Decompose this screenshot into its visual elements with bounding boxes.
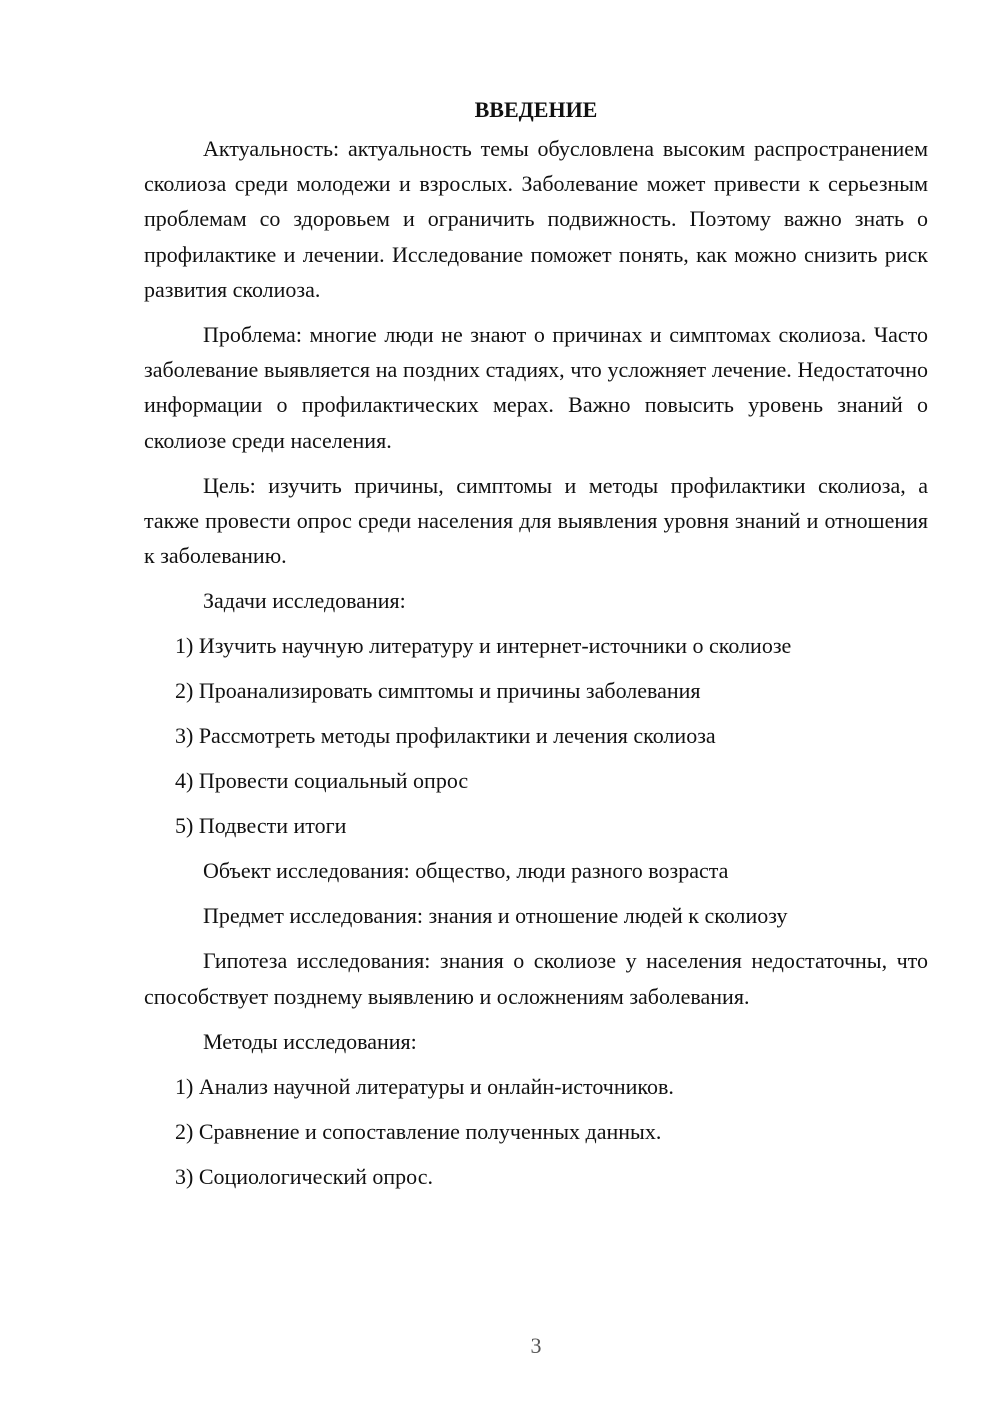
methods-heading: Методы исследования: [203, 1028, 417, 1054]
list-item: 4) Провести социальный опрос [175, 768, 469, 794]
list-item: 3) Социологический опрос. [175, 1163, 433, 1189]
list-item: 2) Сравнение и сопоставление полученных данных. [175, 1118, 662, 1144]
object-paragraph: Объект исследования: общество, люди разного возраста [203, 858, 729, 884]
list-item: 2) Проанализировать симптомы и причины заболевания [175, 678, 701, 704]
list-item: 1) Изучить научную литературу и интернет-источники о сколиозе [175, 633, 792, 659]
problem-paragraph: Проблема: многие люди не знают о причинах и симптомах сколиоза. Часто заболевание выявляется на поздних стадиях, что усложняет лечение. Недостаточно информации о профилактических мерах. Важно повысить уровень знаний о сколиозе среди населения. [144, 322, 928, 453]
relevance-paragraph: Актуальность: актуальность темы обусловлена высоким распространением сколиоза среди молодежи и взрослых. Заболевание может привести к серьезным проблемам со здоровьем и ограничить подвижность. Поэтому важно знать о профилактике и лечении. Исследование поможет понять, как можно снизить риск развития сколиоза. [144, 136, 928, 302]
page-number: 3 [530, 1333, 542, 1358]
hypothesis-paragraph: Гипотеза исследования: знания о сколиозе у населения недостаточны, что способствует позднему выявлению и осложнениям заболевания. [144, 948, 928, 1009]
methods-list [144, 1069, 928, 1194]
page-content [144, 92, 928, 1194]
list-item: 5) Подвести итоги [175, 813, 347, 839]
list-item: 1) Анализ научной литературы и онлайн-источников. [175, 1073, 674, 1099]
list-item: 3) Рассмотреть методы профилактики и лечения сколиоза [175, 723, 716, 749]
tasks-list [144, 628, 928, 843]
tasks-heading: Задачи исследования: [203, 588, 406, 614]
subject-paragraph: Предмет исследования: знания и отношение людей к сколиозу [203, 903, 788, 929]
section-title: ВВЕДЕНИЕ [474, 97, 598, 122]
goal-paragraph: Цель: изучить причины, симптомы и методы профилактики сколиоза, а также провести опрос среди населения для выявления уровня знаний и отношения к заболеванию. [144, 472, 928, 569]
